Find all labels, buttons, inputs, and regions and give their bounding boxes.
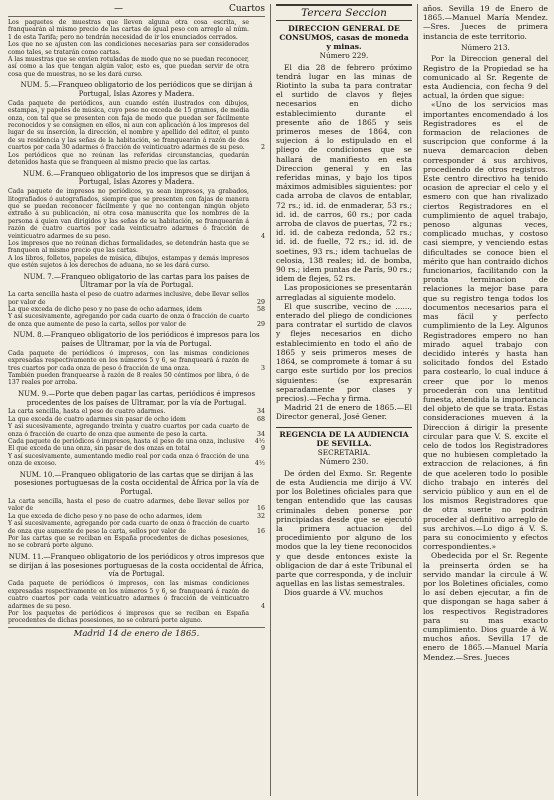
tariff-item-text: Cada paquete de periódicos ó impresos, hasta el peso de una onza, inclusive <box>8 438 245 446</box>
tariff-item <box>8 41 265 56</box>
signature-paragraph: años. Sevilla 19 de Enero de 1865.—Manuel María Mendez.—Sres. Jueces de primera instancia de este territorio. <box>423 4 548 41</box>
notice-paragraph: Las proposiciones se presentarán arregladas al siguiente modelo. <box>276 283 412 302</box>
tariff-item <box>8 56 265 78</box>
tariff-item-text: A los libros, folletos, papeles de música, dibujos, estampas y demás impresos que estén sujetos á los derechos de aduana, no se les dará curso. <box>8 254 249 270</box>
tariff-item-value: 2 <box>260 144 265 152</box>
tariff-item <box>8 100 265 152</box>
tariff-item-text: La carta sencilla, hasta el peso de cuatro adarmes, debe llevar sellos por valor de <box>8 498 249 513</box>
tariff-item-text: Por las cartas que se reciban en España procedentes de dichas posesiones, no se cobrará porte alguno. <box>8 535 249 550</box>
tariff-item-text: A las muestras que se envíen rotuladas de modo que no se puedan reconocer, así como a las que tengan algún valor, esto es, que puedan servir de otra cosa que de muestras, no se les dará curso. <box>8 56 249 78</box>
tariff-item-value: 32 <box>256 512 265 520</box>
tariff-item <box>8 350 265 372</box>
tariff-item-text: Y así sucesivamente, agregando por cada cuarto de onza ó fracción de cuarto de onza que aumente de peso la carta, sellos por valor de <box>8 313 249 328</box>
tariff-intro <box>8 19 265 78</box>
column-header <box>8 4 265 17</box>
tariff-item <box>8 438 265 445</box>
audiencia-heading: REGENCIA DE LA AUDIENCIA DE SEVILLA. <box>276 427 412 448</box>
tariff-item <box>8 610 265 625</box>
tariff-item-text: Cada paquete de periódicos ó impresos, con las mismas condiciones expresadas respectivamente en los números 5 y 6, se franqueará á razón de tres cuartos por cada onza de peso ó fracción de una onza. <box>8 349 249 372</box>
notice-paragraph: De órden del Exmo. Sr. Regente de esta Audiencia me dirijo á VV. por los Boletines oficiales para que tengan entendido que las causas criminales deben ponerse por principiadas desde que se ejecutó la primera actuacion del procedimiento por alguno de los modos que la ley tiene reconocidos y que desde entonces existe la obligacion de dar á este Tribunal el parte que corresponda, y de incluir aquellas en las listas semestrales. <box>276 468 412 589</box>
tariff-item-value: 4 <box>260 232 265 240</box>
tariff-section-heading: NUM. 7.—Franqueo obligatorio de las cartas para los países de Ultramar por la vía de Portugal. <box>23 272 250 290</box>
tariff-item-value: 34 <box>256 430 265 438</box>
tariff-item <box>8 188 265 240</box>
section-title: Tercera Seccion <box>276 4 412 21</box>
tariff-item <box>8 19 265 41</box>
tariff-item-value: 68 <box>256 415 265 423</box>
notice-number-2: Número 230. <box>319 457 369 467</box>
tariff-item-text: Y así sucesivamente, agregando treinta y cuatro cuartos por cada cuarto de onza ó fracción de cuarto de onza que aumente de peso la carta. <box>8 423 249 438</box>
tariff-item <box>8 453 265 468</box>
tariff-item-text: Cada paquete de periódicos, aun cuando estén ilustrados con dibujos, estampas, y papeles de música, cuyo peso no exceda de 15 gramos, de media onza, con tal que se presenten con faja de modo que puedan ser fácilmente reconocidos y se consignen en ellos, ni aun con aplicación á los impresos del lugar de su inserción, la dirección, el nombre y apellido del editor, el punto de su residencia y las señas de la habitación, se franquearán á razón de dos cuartos por cada 30 adarmes ó fracción de veinticuatro adarmes de su peso. <box>8 99 249 152</box>
tariff-item <box>8 416 265 423</box>
tariff-item-value: 3 <box>260 364 265 372</box>
tariff-section-heading: NUM. 6.—Franqueo obligatorio de los impresos que se dirijan á Portugal, Islas Azores y Madera. <box>22 169 251 187</box>
tariff-section-heading: NUM. 8.—Franqueo obligatorio de los periódicos é impresos para los países de Ultramar, por la vía de Portugal. <box>13 331 260 348</box>
tariff-item-text: Cada paquete de periódicos ó impresos, con las mismas condiciones expresadas respectivamente en los números 5 y 6, se franqueará á razón de cuatro cuartos por cada veinticuatro adarmes ó fracción de veinticuatro adarmes de su peso. <box>8 580 249 610</box>
third-section-column <box>271 4 418 796</box>
tariff-item-value: 34 <box>256 408 265 416</box>
tariff-item <box>8 580 265 610</box>
tariff-item-text: Cada paquete de impresos no periódicos, ya sean impresos, ya grabados, litografiados ó autografiados, siempre que se presenten con fajas de manera que se puedan reconocer fácilmente y que no contengan ningún objeto extraño á su publicación, ni otra cosa manuscrita que los nombres de la persona á quien van dirigidos y las señas de su habitación, se franquearán á razón de cuatro cuartos por cada veinticuatro adarmes ó fracción de veinticuatro adarmes de su peso. <box>8 188 249 240</box>
tariff-item <box>8 313 265 328</box>
tariff-item-value: 29 <box>256 320 265 328</box>
tariff-item-value: 4½ <box>254 460 265 468</box>
notice-number: Número 229. <box>319 51 369 60</box>
tariff-item-text: La carta sencilla, hasta el peso de cuatro adarmes. <box>8 408 166 416</box>
direction-heading: DIRECCION GENERAL DE CONSUMOS, casas de moneda y minas. <box>279 24 409 51</box>
tariff-item-value: 58 <box>256 305 265 313</box>
tariff-item <box>8 255 265 270</box>
tariff-section-heading: NUM. 10.—Franqueo obligatorio de las cartas que se dirijan á las posesiones portuguesas de la costa occidental de África por la vía de Portugal. <box>14 470 259 497</box>
tariff-item-text: La carta sencilla hasta el peso de cuatro adarmes inclusive, debe llevar sellos por valor de <box>8 291 249 306</box>
tariff-item <box>8 445 265 452</box>
tariff-section-heading: NUM. 5.—Franqueo obligatorio de los periódicos que se dirijan á Portugal, Islas Azores y Madera. <box>20 81 253 99</box>
tariff-item <box>8 535 265 550</box>
notice-paragraph: El dia 28 de febrero próximo tendrá lugar en las minas de Riotinto la suba ta para contratar el surtido de clavos y flejes necesarios en dicho establecimiento durante el presente año de 1865 y seis primeros meses de 1864, con sujecion á lo estipulado en el pliego de condiciones que se hallará de manifiesto en esta Direccion general y en las referidas minas, y bajo los tipos máximos admisibles siguientes: por cada arroba de clavos de entablar, 72 rs.; id. id. de enmaderar, 53 rs.; id. id. de carros, 60 rs.; por cada arroba de clavos de puertas, 72 rs.; id. id. de cabeza redonda, 52 rs.; id. id. de fuelle, 72 rs.; id. id. de soetines, 93 rs.; idem tachuelas de celosia, 138 reales; id. de bomba, 90 rs.; idem puntas de París, 90 rs.; idem de flejes, 52 rs. <box>276 62 412 284</box>
tariff-item <box>8 513 265 520</box>
tariff-footer-date: Madrid 14 de enero de 1865. <box>8 627 265 639</box>
tariff-section-heading: NUM. 9.—Porte que deben pagar las cartas, periódicos é impresos procedentes de los países de Ultramar, por la vía de Portugal. <box>17 389 256 407</box>
tariff-item <box>8 408 265 415</box>
tariff-item-value: 29 <box>256 298 265 306</box>
registry-notice <box>423 54 548 661</box>
tariff-sections <box>8 81 265 624</box>
tariff-item <box>8 152 265 167</box>
tariff-item-text: La que exceda de cuatro adarmes sin pasar de ocho idem <box>8 415 186 423</box>
tariff-item <box>8 423 265 438</box>
tariff-item-text: Por los paquetes de periódicos é impresos que se reciban en España procedentes de dichas posesiones, no se cobrará porte alguno. <box>8 609 249 625</box>
notice-paragraph: El que suscribe, vecino de ......, enterado del pliego de condiciones para contratar el surtido de clavos y flejes necesarios en dicho establecimiento en todo el año de 1865 y seis primeros meses de 1864, se compromete á tomar á su cargo este surtido por los precios siguientes: (se expresarán separadamente por clases y precios).—Fecha y firma. <box>276 301 412 403</box>
tariff-item-text: La que exceda de dicho peso y no pase de ocho adarmes, idem <box>8 305 202 313</box>
tariff-item-value: 9 <box>260 445 265 453</box>
tariff-item-text: El que exceda de una onza, sin pasar de dos onzas en total <box>8 445 190 453</box>
audiencia-notice <box>276 469 412 598</box>
tariff-item <box>8 306 265 313</box>
notice-paragraph: Dios guarde á VV. muchos <box>284 588 383 598</box>
auction-notice <box>276 63 412 422</box>
notice-paragraph: Por la Direccion general del Registro de la Propiedad se ha comunicado al Sr. Regente de esta Audiencia, con fecha 9 del actual, la órden que sigue: <box>423 54 548 101</box>
tariff-item-value: 4½ <box>254 438 265 446</box>
tariff-item-value: 16 <box>256 505 265 513</box>
tariff-item-text: Y así sucesivamente, aumentando medio real por cada onza ó fracción de una onza de exceso. <box>8 452 249 468</box>
tariff-item <box>8 520 265 535</box>
notice-paragraph: «Uno de los servicios mas importantes encomendado á los Registradores es el de formacion de relaciones de suscripcion que conforme á la nueva demarcacion deben corresponder á sus archivos, procediendo de otros registros. Este centro directivo ha tenido ocasion de apreciar el celo y el esmero con que han rivalizado ciertos Registradores en el cumplimiento de aquel trabajo, penoso algunas veces, complicado muchas, y costoso casi siempre, y venciendo estas dificultades se conoce bien el mérito que han contraído dichos funcionarios, facilitando con la pronta terminacion de relaciones la mejor base para que su registro tenga todos los documentos necesarios para el mas fácil y perfecto cumplimiento de la Ley. Algunos Registradores empero no han mirado aquel trabajo con decidido interés y hasta han solicitado fondos del Estado para costearlo, lo cual induce á creer que por lo menos procederán con una lentitud funesta, atendida la importancia del objeto de que se trata. Estas consideraciones mueven á la Direccion á dirigir la presente circular para que V. S. excite el celo de todos los Registradores que no hubiesen completado la extraccion de relaciones, á fin de que aceleren todo lo posible dicho trabajo en interés del servicio público y aun en el de los mismos Registradores que de otra suerte no podrán proceder al definitivo arreglo de sus archivos.—Lo digo á V. S. para su conocimiento y efectos correspondientes.» <box>423 100 548 552</box>
tariff-item <box>8 291 265 306</box>
notice-paragraph: Obedecida por el Sr. Regente la preinserta órden se ha servido mandar la circule á W. por los Boletines oficiales, como lo así deben ejecutar, a fin de que dispongan se haga saber á los respectivos Registradores para su mas exacto cumplimiento. Dios guarde á W. muchos años. Sevilla 17 de enero de 1865.—Manuel María Mendez.—Sres. Jueces <box>423 551 548 662</box>
secretaria-heading: SECRETARIA. <box>317 447 371 457</box>
tariff-item <box>8 498 265 513</box>
tariff-item-text: Los impresos que no reúnan dichas formalidades, se detendrán hasta que se franqueen al mismo precio que las cartas. <box>8 239 249 255</box>
tariff-item-text: La que exceda de dicho peso y no pase de ocho adarmes, idem <box>8 512 202 520</box>
notice-paragraph: Madrid 21 de enero de 1865.—El Director general, José Gener. <box>276 403 412 422</box>
tariff-item-text: Los paquetes de muestras que lleven alguna otra cosa escrita, se franquearán al mismo precio de las cartas de igual peso con arreglo al núm. 1 de esta Tarifa; pero no tendrán necesidad de ir los enunciados cerrados. <box>8 19 249 41</box>
header-center: — <box>113 4 123 14</box>
tariff-item <box>8 372 265 387</box>
tariff-item-value: 4 <box>260 602 265 610</box>
tariff-item-text: Los que no se ajusten con las condiciones necesarias para ser considerados como tales, se tratarán como cartas. <box>8 41 249 56</box>
tariff-item-text: Los periódicos que no reúnan las referidas circunstancias, quedarán detenidos hasta que se franqueen al mismo precio que las cartas. <box>8 151 249 167</box>
tariff-item-text: También pueden franquearse á razón de 8 reales 50 céntimos por libra, ó de 137 reales por arroba. <box>8 372 249 387</box>
tariff-column <box>8 4 271 796</box>
registry-column <box>418 4 548 796</box>
header-cuartos: Cuartos <box>228 4 265 14</box>
tariff-item-value: 16 <box>256 527 265 535</box>
notice-number-3: Número 213. <box>461 42 510 52</box>
tariff-item <box>8 240 265 255</box>
tariff-section-heading: NUM. 11.—Franqueo obligatorio de los periódicos y otros impresos que se dirijan á las posesiones portuguesas de la costa occidental de África, vía de Portugal. <box>8 552 265 579</box>
tariff-item-text: Y así sucesivamente, agregando por cada cuarto de onza ó fracción de cuarto de onza que aumente de peso la carta, sellos por valor de <box>8 520 249 535</box>
